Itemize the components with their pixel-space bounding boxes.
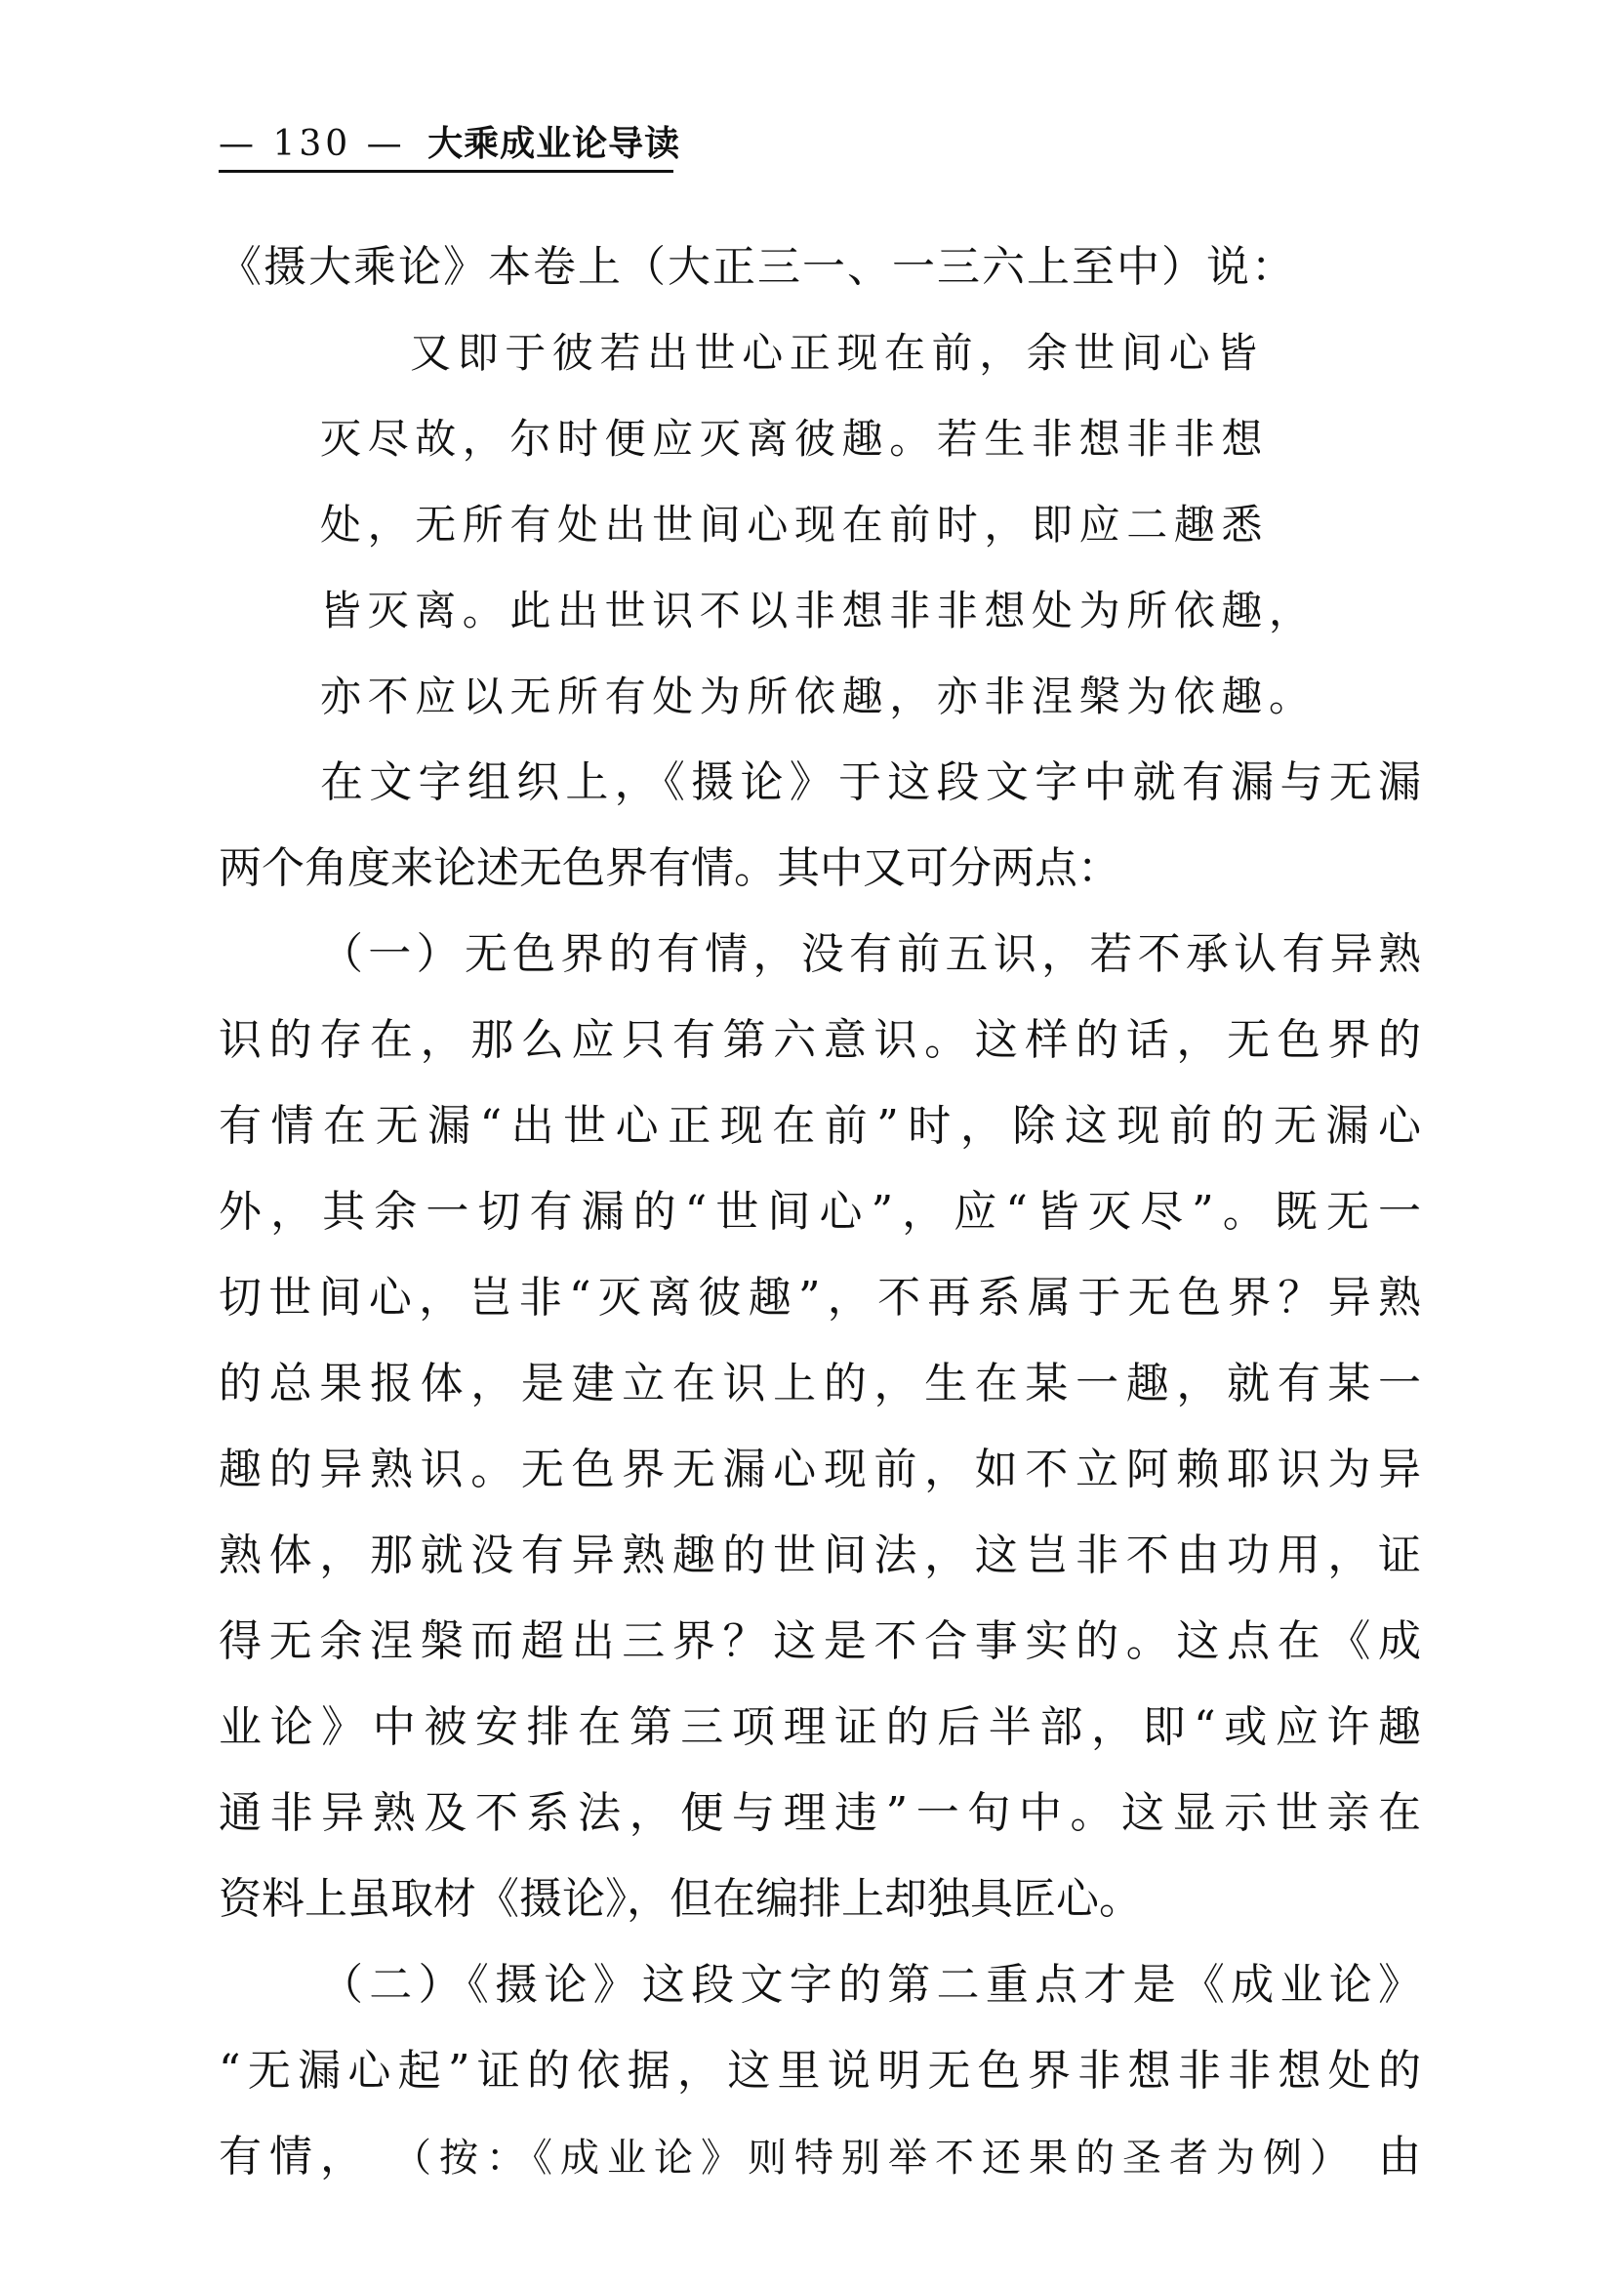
- page-number: — 130 —: [219, 124, 406, 164]
- parenthetical-note: （按：《成业论》则特别举不还果的圣者为例）: [392, 2136, 1357, 2181]
- paragraph-line: 资料上虽取材《摄论》，但在编排上却独具匠心。: [219, 1874, 1142, 1924]
- paragraph-line: 外，其余一切有漏的“世间心”，应“皆灭尽”。既无一: [219, 1187, 1421, 1237]
- paragraph-line: 趣的异熟识。无色界无漏心现前，如不立阿赖耶识为异: [219, 1445, 1421, 1494]
- paragraph-line: 熟体，那就没有异熟趣的世间法，这岂非不由功用，证: [219, 1530, 1421, 1580]
- paragraph-2: [219, 912, 1421, 1942]
- paragraph-line: 业论》中被安排在第三项理证的后半部，即“或应许趣: [219, 1702, 1421, 1752]
- paragraph-line: 有情在无漏“出世心正现在前”时，除这现前的无漏心: [219, 1101, 1421, 1151]
- quote-line: 亦不应以无所有处为所依趣，亦非涅槃为依趣。: [320, 673, 1317, 720]
- paragraph-1: [219, 740, 1421, 912]
- line-lead: 有情，: [219, 2132, 371, 2182]
- header-rule: [219, 170, 673, 173]
- quote-line: 处，无所有处出世间心现在前时，即应二趣悉: [320, 501, 1270, 549]
- book-title: 大乘成业论导读: [427, 124, 681, 164]
- paragraph-line-with-note: [219, 2114, 1421, 2200]
- quote-line: 皆灭离。此出世识不以非想非非想处为所依趣，: [320, 587, 1317, 634]
- paragraph-line: 在文字组织上，《摄论》于这段文字中就有漏与无漏: [320, 757, 1421, 807]
- paragraph-3: [219, 1942, 1421, 2200]
- paragraph-line: （一）无色界的有情，没有前五识，若不承认有异熟: [320, 929, 1421, 979]
- body-text: [219, 224, 1421, 2200]
- paragraph-line: 的总果报体，是建立在识上的，生在某一趣，就有某一: [219, 1359, 1421, 1408]
- paragraph-line: 两个角度来论述无色界有情。其中又可分两点：: [219, 843, 1120, 893]
- paragraph-line: （二）《摄论》这段文字的第二重点才是《成业论》: [320, 1960, 1421, 2010]
- intro-line: 《摄大乘论》本卷上（大正三一、一三六上至中）说：: [219, 242, 1296, 292]
- quote-line: 灭尽故，尔时便应灭离彼趣。若生非想非非想: [320, 415, 1270, 463]
- paragraph-line: 切世间心，岂非“灭离彼趣”，不再系属于无色界？异熟: [219, 1273, 1421, 1323]
- paragraph-line: “无漏心起”证的依据，这里说明无色界非想非非想处的: [219, 2046, 1421, 2096]
- quote-line: 又即于彼若出世心正现在前，余世间心皆: [410, 329, 1264, 377]
- line-tail: 由: [1378, 2132, 1421, 2182]
- paragraph-line: 通非异熟及不系法，便与理违”一句中。这显示世亲在: [219, 1788, 1421, 1838]
- paragraph-line: 得无余涅槃而超出三界？这是不合事实的。这点在《成: [219, 1616, 1421, 1666]
- running-head: [219, 123, 680, 166]
- paragraph-line: 识的存在，那么应只有第六意识。这样的话，无色界的: [219, 1015, 1421, 1065]
- block-quote: [219, 310, 1421, 740]
